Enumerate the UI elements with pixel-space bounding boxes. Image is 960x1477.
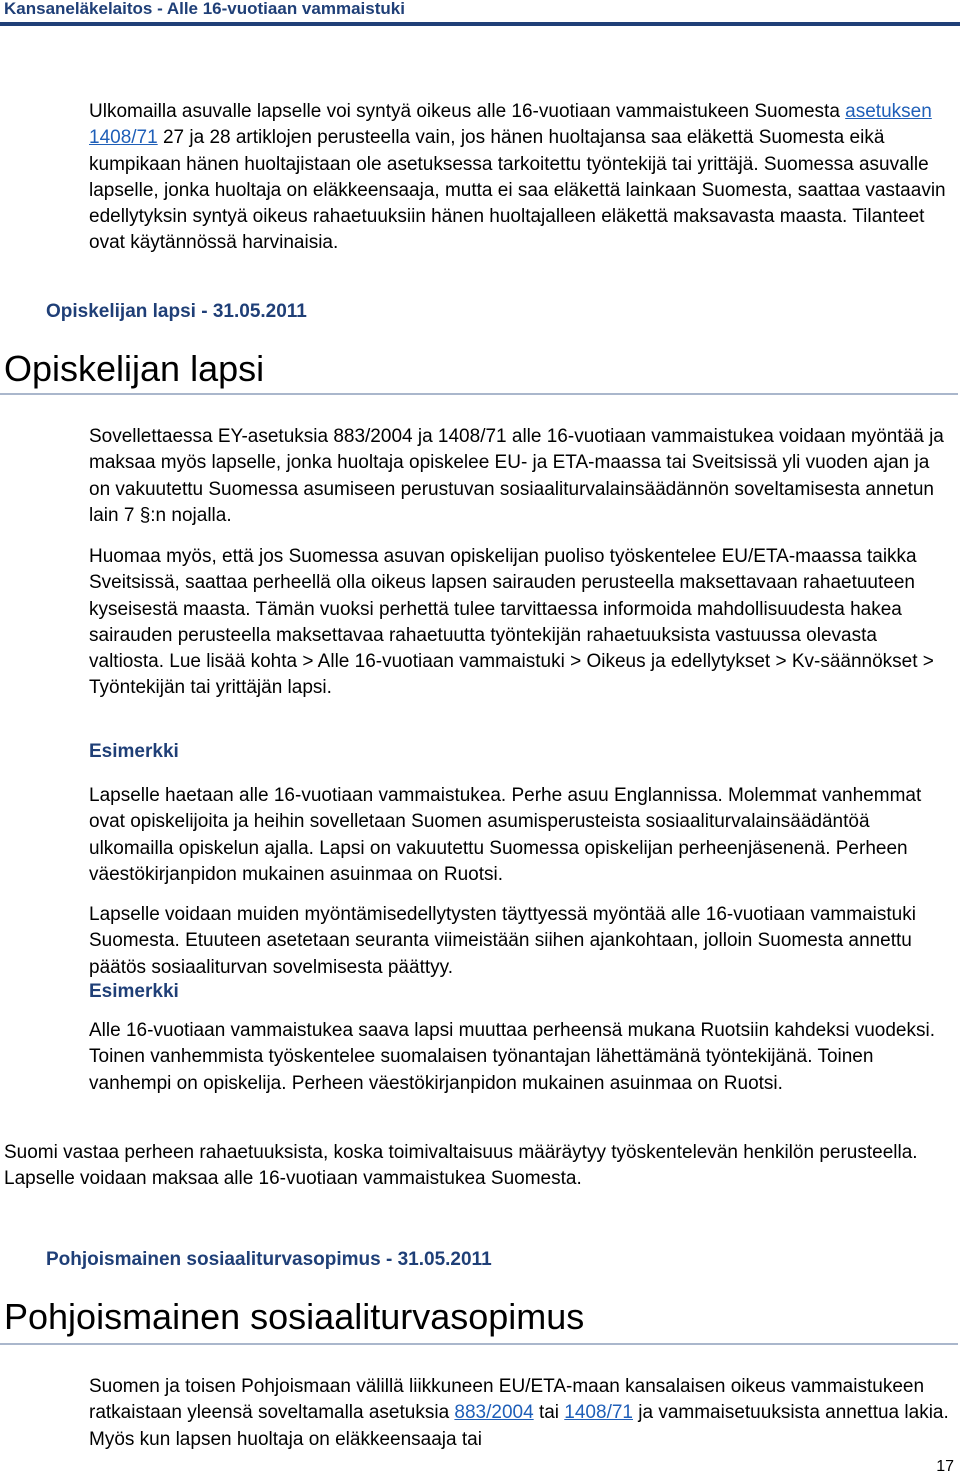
regulation-link-883-2004[interactable]: 883/2004 [454,1402,534,1424]
example2-paragraph-1: Alle 16-vuotiaan vammaistukea saava lapsi muuttaa perheensä mukana Ruotsiin kahdeksi vuodeksi. Toinen vanhemmista työskentelee suomalaisen työnantajan lähettämänä työntekijänä. Toinen vanhempi on opiskelija. Perheen väestökirjanpidon mukainen asuinmaa on Ruotsi. [89,1020,935,1094]
section-title-opiskelijan: Opiskelijan lapsi [4,348,265,389]
section1-conclusion: Suomi vastaa perheen rahaetuuksista, koska toimivaltaisuus määräytyy työskentelevän henkilön perusteella. Lapselle voidaan maksaa alle 16-vuotiaan vammaistukea Suomesta. [4,1142,918,1190]
regulation-link-1408-71[interactable]: asetuksen 1408/71 [89,101,932,149]
section2-text-2: tai [533,1402,565,1424]
section2-text-1: Suomen ja toisen Pohjoismaan välillä liikkuneen EU/ETA-maan kansalaisen oikeus vammaistukeen ratkaistaan yleensä soveltamalla asetuksia [89,1376,925,1424]
section1-paragraph-2: Huomaa myös, että jos Suomessa asuvan opiskelijan puoliso työskentelee EU/ETA-maassa taikka Sveitsissä, saattaa perheellä olla oikeus lapsen sairauden perusteella maksettavaan rahaetuuteen kyseisestä maasta. Tämän vuoksi perhettä tulee tarvittaessa informoida mahdollisuudesta hakea sairauden perusteella maksettavaa rahaetuutta työntekijän rahaetuuksista vastuussa olevasta valtiosta. Lue lisää kohta > Alle 16-vuotiaan vammaistuki > Oikeus ja edellytykset > Kv-säännökset > Työntekijän tai yrittäjän lapsi. [89,546,934,699]
section-title-pohjoismainen: Pohjoismainen sosiaaliturvasopimus [4,1296,585,1337]
section2-text-3: ja vammaisetuuksista annettua lakia. Myös kun lapsen huoltaja on eläkkeensaaja tai [89,1402,949,1450]
example1-paragraph-1: Lapselle haetaan alle 16-vuotiaan vammaistukea. Perhe asuu Englannissa. Molemmat vanhemmat ovat opiskelijoita ja heihin sovelletaan Suomen asumisperusteista sosiaaliturvalainsäädäntöä ulkomailla opiskelun ajalla. Lapsi on vakuutettu Suomessa opiskelijan perheenjäsenenä. Perheen väestökirjanpidon mukainen asuinmaa on Ruotsi. [89,785,922,885]
section-divider [0,1343,958,1345]
section-divider [0,393,958,395]
page-number: 17 [936,1458,954,1475]
example1-paragraph-2: Lapselle voidaan muiden myöntämisedellytysten täyttyessä myöntää alle 16-vuotiaan vammaistuki Suomesta. Etuuteen asetetaan seuranta viimeistään siihen ajankohtaan, jolloin Suomesta annettu päätös sosiaaliturvan sovelmisesta päättyy. [89,904,916,978]
intro-text-2: 27 ja 28 artiklojen perusteella vain, jos hänen huoltajansa saa eläkettä Suomesta eikä kumpikaan hänen huoltajistaan ole asetuksessa tarkoitettu työntekijä tai yrittäjä. [89,127,885,175]
section2-paragraph-1 [89,1374,953,1453]
section-subheading-opiskelijan: Opiskelijan lapsi - 31.05.2011 [46,301,307,322]
example-label-2: Esimerkki [89,981,179,1002]
intro-text-3: Suomessa asuvalle lapselle, jonka huoltaja on eläkkeensaaja, mutta ei saa eläkettä lainkaan Suomesta, saattaa vastaavin edellytyksin syntyä oikeus rahaetuuksiin hänen huoltajalleen eläkettä maksavasta maasta. Tilanteet ovat käytännössä harvinaisia. [89,153,946,254]
header-rule [0,22,960,26]
section1-paragraph-1: Sovellettaessa EY-asetuksia 883/2004 ja 1408/71 alle 16-vuotiaan vammaistukea voidaan myöntää ja maksaa myös lapselle, jonka huoltaja opiskelee EU- ja ETA-maassa tai Sveitsissä yli vuoden ajan ja on vakuutettu Suomessa asumiseen perustuvan sosiaaliturvalainsäädännön soveltamisesta annetun lain 7 §:n nojalla. [89,426,944,526]
example-label-1: Esimerkki [89,741,179,762]
intro-paragraph [89,99,953,257]
regulation-link-1408-71[interactable]: 1408/71 [564,1402,633,1424]
header-title: Kansaneläkelaitos - Alle 16-vuotiaan vammaistuki [4,0,405,18]
section-subheading-pohjoismainen: Pohjoismainen sosiaaliturvasopimus - 31.05.2011 [46,1249,492,1270]
intro-text-1: Ulkomailla asuvalle lapselle voi syntyä oikeus alle 16-vuotiaan vammaistukeen Suomesta [89,101,846,122]
